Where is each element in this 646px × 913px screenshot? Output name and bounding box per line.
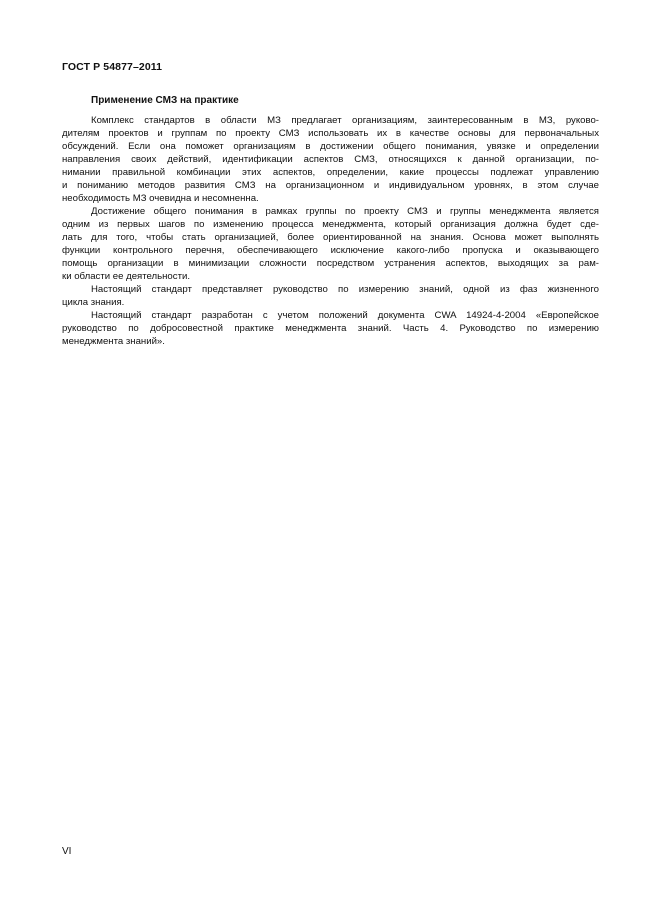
text-line: лать для того, чтобы стать организацией, более ориентированной на знания. Основа может выполнять (62, 232, 599, 243)
text-line: одним из первых шагов по изменению процесса менеджмента, который организация должна будет сде- (62, 219, 599, 230)
text-line: цикла знания. (62, 297, 125, 308)
page-number: VI (62, 846, 72, 857)
paragraph-4 (62, 309, 599, 348)
text-line: Комплекс стандартов в области МЗ предлагает организациям, заинтересованным в МЗ, руково- (91, 115, 599, 126)
section-heading: Применение СМЗ на практике (91, 95, 239, 106)
text-line: необходимость МЗ очевидна и несомненна. (62, 193, 259, 204)
text-line: и пониманию методов развития СМЗ на организационном и индивидуальном уровнях, в этом случае (62, 180, 599, 191)
paragraph-2 (62, 205, 599, 283)
text-line: Настоящий стандарт разработан с учетом положений документа CWA 14924-4-2004 «Европейское (91, 310, 599, 321)
body-text (62, 114, 599, 348)
text-line: Достижение общего понимания в рамках группы по проекту СМЗ и группы менеджмента является (91, 206, 599, 217)
text-line: дителям проектов и группам по проекту СМЗ использовать их в качестве основы для первоначальных (62, 128, 599, 139)
paragraph-1 (62, 114, 599, 205)
text-line: направления своих действий, идентификации аспектов СМЗ, относящихся к данной организации, по- (62, 154, 599, 165)
text-line: функции контрольного перечня, обеспечивающего исключение какого-либо пропуска и оказывающего (62, 245, 599, 256)
text-line: менеджмента знаний». (62, 336, 165, 347)
standard-code-header: ГОСТ Р 54877–2011 (62, 61, 163, 73)
text-line: нимании правильной комбинации этих аспектов, определении, какие процессы подлежат управлению (62, 167, 599, 178)
text-line: руководство по добросовестной практике менеджмента знаний. Часть 4. Руководство по измерению (62, 323, 599, 334)
text-line: Настоящий стандарт представляет руководство по измерению знаний, одной из фаз жизненного (91, 284, 599, 295)
text-line: ки области ее деятельности. (62, 271, 190, 282)
text-line: обсуждений. Если она поможет организациям в достижении общего понимания, увязке и определении (62, 141, 599, 152)
text-line: помощь организации в минимизации сложности посредством устранения аспектов, выходящих за рам- (62, 258, 599, 269)
paragraph-3 (62, 283, 599, 309)
